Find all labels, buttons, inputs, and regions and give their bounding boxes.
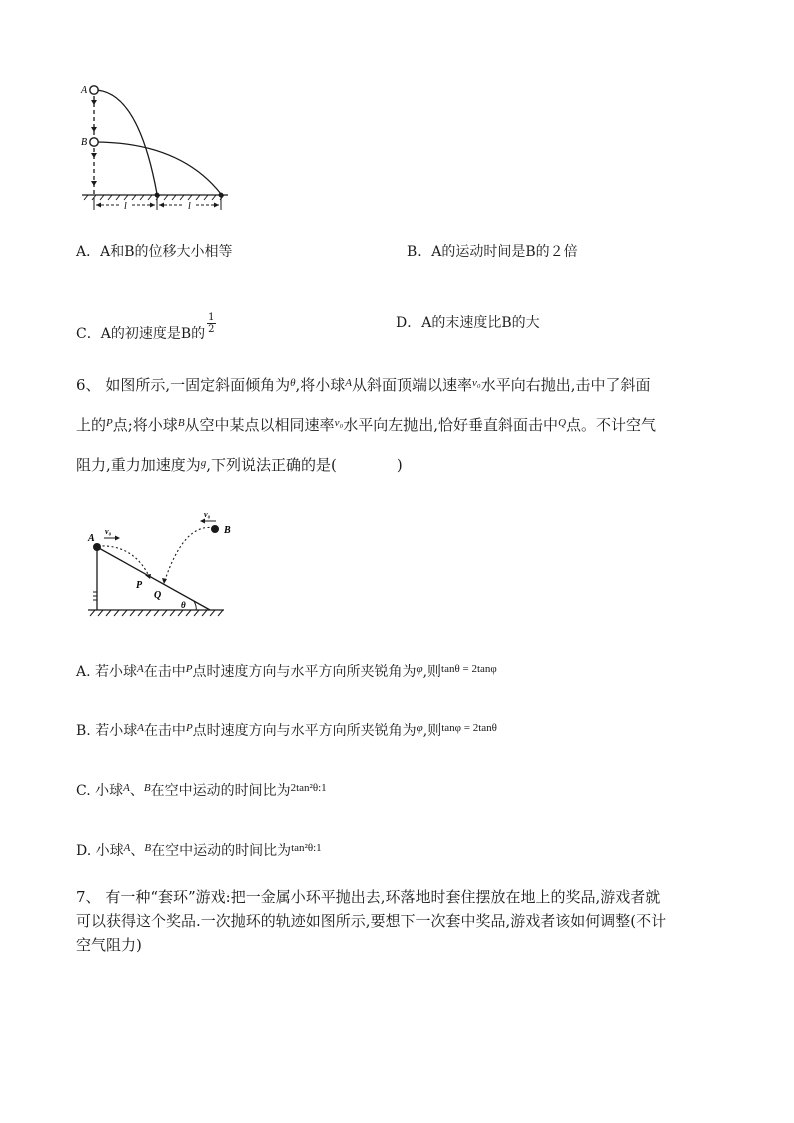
- q5-option-c-text: C．A的初速度是B的: [76, 326, 206, 342]
- q7-line-1: 7、 有一种“套环”游戏:把一金属小环平抛出去,环落地时套住摆放在地上的奖品,游戏者就: [76, 888, 661, 906]
- label-a: A: [81, 85, 88, 96]
- label-a: A: [88, 533, 95, 544]
- dim-label-2: l: [188, 201, 191, 212]
- q6-line-2: 上的$^P$点;将小球$^B$从空中某点以相同速率$^{v_0}$水平向左抛出,恰好垂直斜面击中$^Q$点。不计空气: [76, 416, 657, 434]
- label-v0-right: v₀: [204, 510, 211, 519]
- incline-figure-2: [84, 508, 244, 620]
- q6-option-a: A. 若小球$^A$在击中$^P$点时速度方向与水平方向所夹锐角为$^\varphi$,则$^{tan\theta = 2tan\varphi}$: [76, 663, 497, 680]
- ball-b-circle: [90, 138, 98, 146]
- q5-option-b: B．A的运动时间是B的２倍: [407, 244, 578, 260]
- landing-point-b: [219, 193, 224, 198]
- label-p: P: [136, 580, 143, 591]
- dim-label-1: l: [124, 201, 127, 212]
- q6-option-d: D. 小球$^A$、$^B$在空中运动的时间比为$^{tan^2\theta:1}$: [76, 842, 322, 859]
- formula-a: tanθ = 2tanφ: [441, 663, 497, 675]
- q7-line-3: 空气阻力): [76, 936, 142, 954]
- landing-point-a: [155, 193, 160, 198]
- label-b: B: [224, 525, 231, 536]
- ground-hatching: [90, 610, 223, 616]
- q5-option-a: A．A和B的位移大小相等: [76, 244, 233, 260]
- label-theta: θ: [181, 600, 186, 610]
- q6-line-1: 6、 如图所示,一固定斜面倾角为$^\theta$,将小球$^A$从斜面顶端以速率$^{v_0}$水平向右抛出,击中了斜面: [76, 376, 651, 394]
- q6-line-3: 阻力,重力加速度为$^g$,下列说法正确的是( ): [76, 456, 403, 474]
- trajectory-b-dotted: [164, 527, 214, 583]
- q6-number: 6、: [76, 376, 101, 394]
- label-q: Q: [154, 590, 162, 601]
- fraction-one-half: $\frac{1}{2}$: [208, 312, 215, 335]
- ratio-c: 2tan²θ:1: [290, 782, 327, 794]
- label-b: B: [81, 137, 88, 148]
- formula-b: tanφ = 2tanθ: [441, 722, 497, 734]
- q6-option-c: C. 小球$^A$、$^B$在空中运动的时间比为$^{2tan^2\theta:1}$: [76, 782, 327, 799]
- q5-option-c: [76, 312, 216, 343]
- projectile-figure-1: [70, 78, 240, 216]
- ball-b: [211, 525, 219, 533]
- label-v0-left: v₀: [105, 527, 112, 536]
- q5-option-d: D．A的末速度比B的大: [396, 315, 540, 331]
- ground-hatching: [84, 195, 224, 200]
- trajectory-b: [94, 142, 221, 194]
- q6-option-b: B. 若小球$^A$在击中$^P$点时速度方向与水平方向所夹锐角为$^\varphi$,则$^{tan\varphi = 2tan\theta}$: [76, 722, 497, 739]
- q7-number: 7、: [76, 888, 101, 906]
- q7-line-2: 可以获得这个奖品.一次抛环的轨迹如图所示,要想下一次套中奖品,游戏者该如何调整(不计: [76, 912, 667, 930]
- ratio-d: tan²θ:1: [291, 842, 322, 854]
- ball-a-circle: [90, 86, 98, 94]
- ball-a: [93, 543, 101, 551]
